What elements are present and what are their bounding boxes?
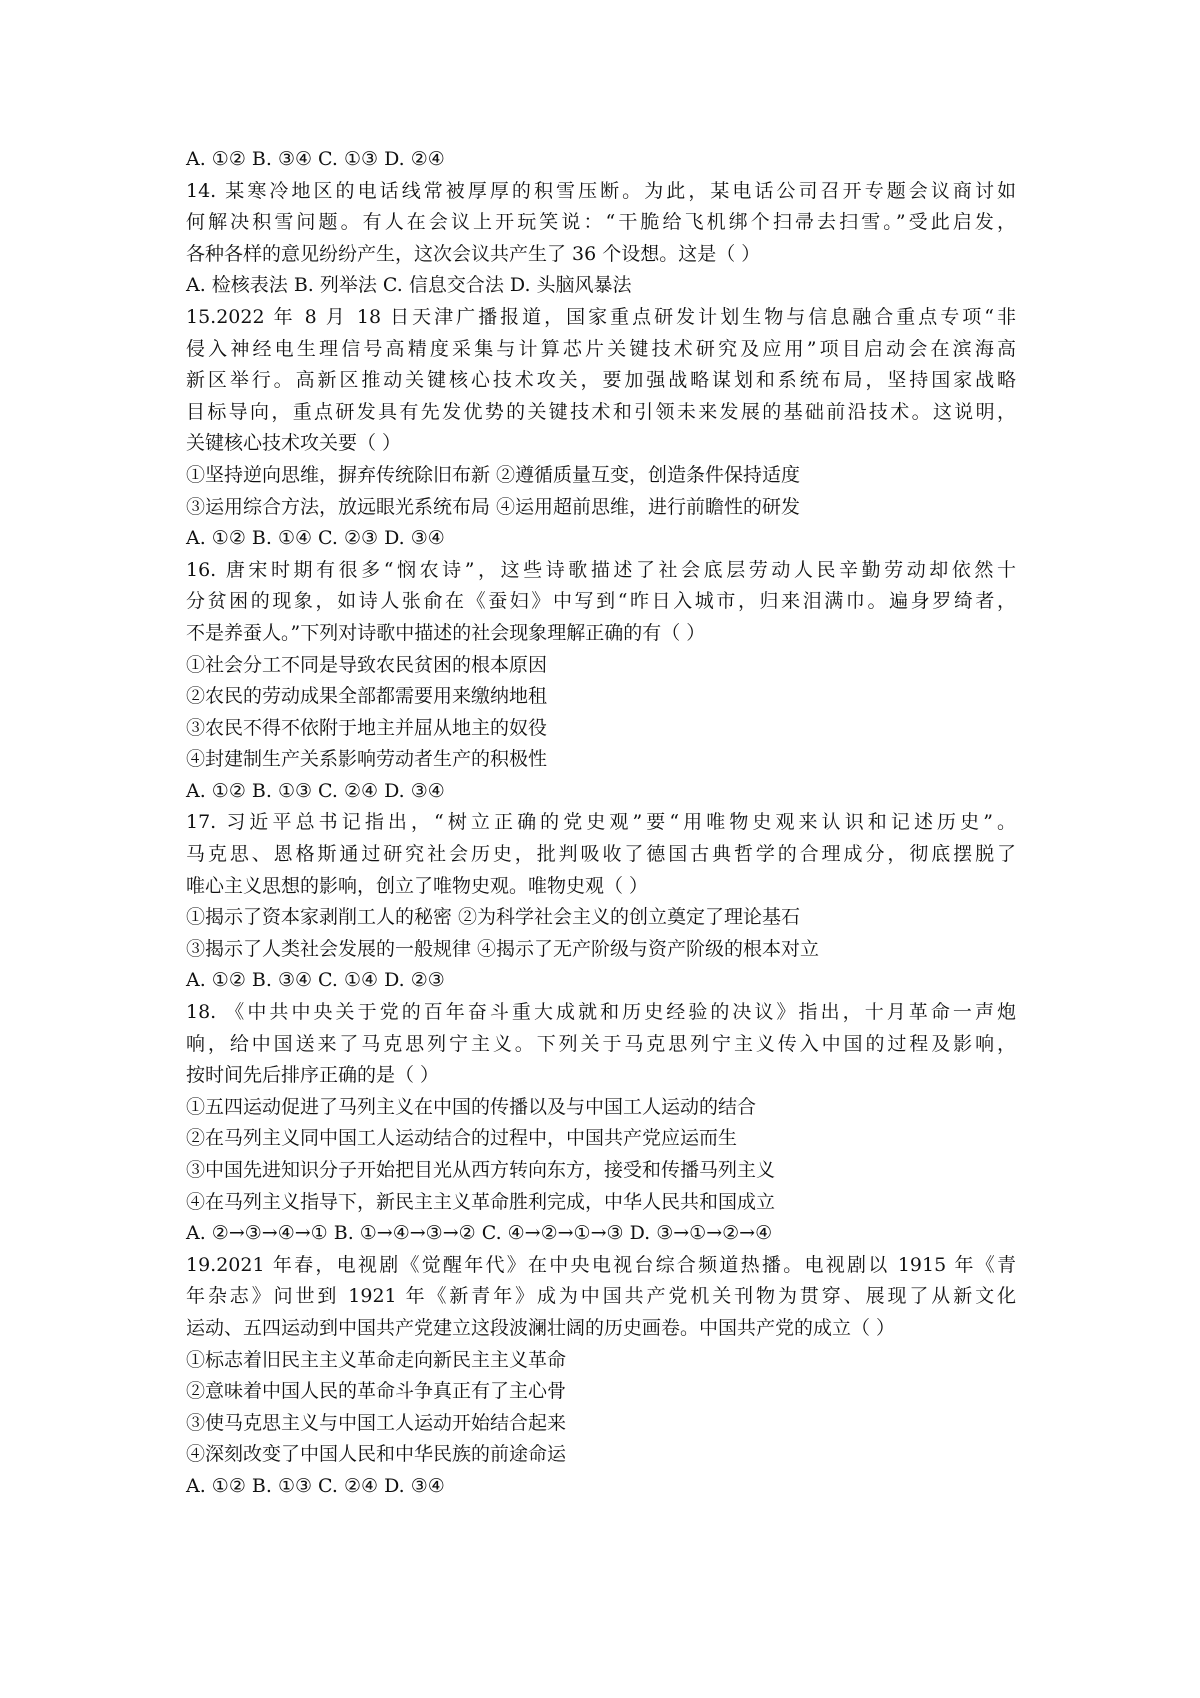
q16-stem-line: 分贫困的现象，如诗人张俞在《蚕妇》中写到“昨日入城市，归来泪满巾。遍身罗绮者， [186, 590, 1016, 613]
q14-stem-line: 何解决积雪问题。有人在会议上开玩笑说：“干脆给飞机绑个扫帚去扫雪。”受此启发， [186, 211, 1016, 234]
q15-answers: A. ①② B. ①④ C. ②③ D. ③④ [186, 527, 445, 550]
q19-option-line: ②意味着中国人民的革命斗争真正有了主心骨 [186, 1380, 567, 1403]
q16-option-line: ②农民的劳动成果全部都需要用来缴纳地租 [186, 685, 548, 708]
q15-stem-line: 关键核心技术攻关要（ ） [186, 432, 402, 455]
q15-stem-line: 目标导向，重点研发具有先发优势的关键技术和引领未来发展的基础前沿技术。这说明， [186, 400, 1016, 423]
q16-stem-line: 16. 唐宋时期有很多“悯农诗”，这些诗歌描述了社会底层劳动人民辛勤劳动却依然十 [186, 558, 1016, 581]
q16-option-line: ④封建制生产关系影响劳动者生产的积极性 [186, 748, 548, 771]
q18-stem-line: 响，给中国送来了马克思列宁主义。下列关于马克思列宁主义传入中国的过程及影响， [186, 1032, 1016, 1055]
q16-stem-line: 不是养蚕人。”下列对诗歌中描述的社会现象理解正确的有（ ） [186, 621, 706, 644]
q18-option-line: ②在马列主义同中国工人运动结合的过程中，中国共产党应运而生 [186, 1127, 738, 1150]
q14-answers: A. 检核表法 B. 列举法 C. 信息交合法 D. 头脑风暴法 [186, 274, 632, 297]
q18-stem-line: 18. 《中共中央关于党的百年奋斗重大成就和历史经验的决议》指出，十月革命一声炮 [186, 1001, 1016, 1024]
q17-stem-line: 唯心主义思想的影响，创立了唯物史观。唯物史观（ ） [186, 874, 649, 897]
q18-answers: A. ②→③→④→① B. ①→④→③→② C. ④→②→①→③ D. ③→①→②→④ [186, 1222, 773, 1245]
q17-option-line: ①揭示了资本家剥削工人的秘密 ②为科学社会主义的创立奠定了理论基石 [186, 906, 801, 929]
q16-answers: A. ①② B. ①③ C. ②④ D. ③④ [186, 779, 445, 802]
q19-answers: A. ①② B. ①③ C. ②④ D. ③④ [186, 1474, 445, 1497]
q15-stem-line: 侵入神经电生理信号高精度采集与计算芯片关键技术研究及应用”项目启动会在滨海高 [186, 337, 1016, 360]
q16-option-line: ①社会分工不同是导致农民贫困的根本原因 [186, 653, 548, 676]
q19-option-line: ①标志着旧民主主义革命走向新民主主义革命 [186, 1348, 567, 1371]
q15-option-line: ①坚持逆向思维，摒弃传统除旧布新 ②遵循质量互变，创造条件保持适度 [186, 463, 801, 486]
q18-option-line: ④在马列主义指导下，新民主主义革命胜利完成，中华人民共和国成立 [186, 1190, 776, 1213]
q18-option-line: ①五四运动促进了马列主义在中国的传播以及与中国工人运动的结合 [186, 1095, 757, 1118]
q17-stem-line: 马克思、恩格斯通过研究社会历史，批判吸收了德国古典哲学的合理成分，彻底摆脱了 [186, 843, 1016, 866]
q13-answers: A. ①② B. ③④ C. ①③ D. ②④ [186, 148, 445, 170]
q19-stem-line: 19.2021 年春，电视剧《觉醒年代》在中央电视台综合频道热播。电视剧以 1915 年《青 [186, 1253, 1016, 1276]
exam-content [186, 144, 1016, 1503]
q19-option-line: ③使马克思主义与中国工人运动开始结合起来 [186, 1411, 567, 1434]
q15-option-line: ③运用综合方法，放远眼光系统布局 ④运用超前思维，进行前瞻性的研发 [186, 495, 801, 518]
q17-stem-line: 17. 习近平总书记指出，“树立正确的党史观”要“用唯物史观来认识和记述历史”。 [186, 811, 1016, 834]
q18-option-line: ③中国先进知识分子开始把目光从西方转向东方，接受和传播马列主义 [186, 1159, 776, 1181]
q18-stem-line: 按时间先后排序正确的是（ ） [186, 1064, 440, 1087]
q14-stem-line: 各种各样的意见纷纷产生，这次会议共产生了 36 个设想。这是（ ） [186, 242, 761, 265]
q14-stem-line: 14. 某寒冷地区的电话线常被厚厚的积雪压断。为此，某电话公司召开专题会议商讨如 [186, 179, 1016, 202]
q16-option-line: ③农民不得不依附于地主并屈从地主的奴役 [186, 716, 548, 739]
q15-stem-line: 新区举行。高新区推动关键核心技术攻关，要加强战略谋划和系统布局，坚持国家战略 [186, 369, 1016, 392]
q19-stem-line: 运动、五四运动到中国共产党建立这段波澜壮阔的历史画卷。中国共产党的成立（ ） [186, 1316, 896, 1339]
q17-answers: A. ①② B. ③④ C. ①④ D. ②③ [186, 969, 445, 992]
q15-stem-line: 15.2022 年 8 月 18 日天津广播报道，国家重点研发计划生物与信息融合重点专项“非 [186, 305, 1016, 328]
q19-stem-line: 年杂志》问世到 1921 年《新青年》成为中国共产党机关刊物为贯穿、展现了从新文化 [186, 1285, 1016, 1308]
q19-option-line: ④深刻改变了中国人民和中华民族的前途命运 [186, 1443, 567, 1466]
q17-option-line: ③揭示了人类社会发展的一般规律 ④揭示了无产阶级与资产阶级的根本对立 [186, 937, 820, 960]
